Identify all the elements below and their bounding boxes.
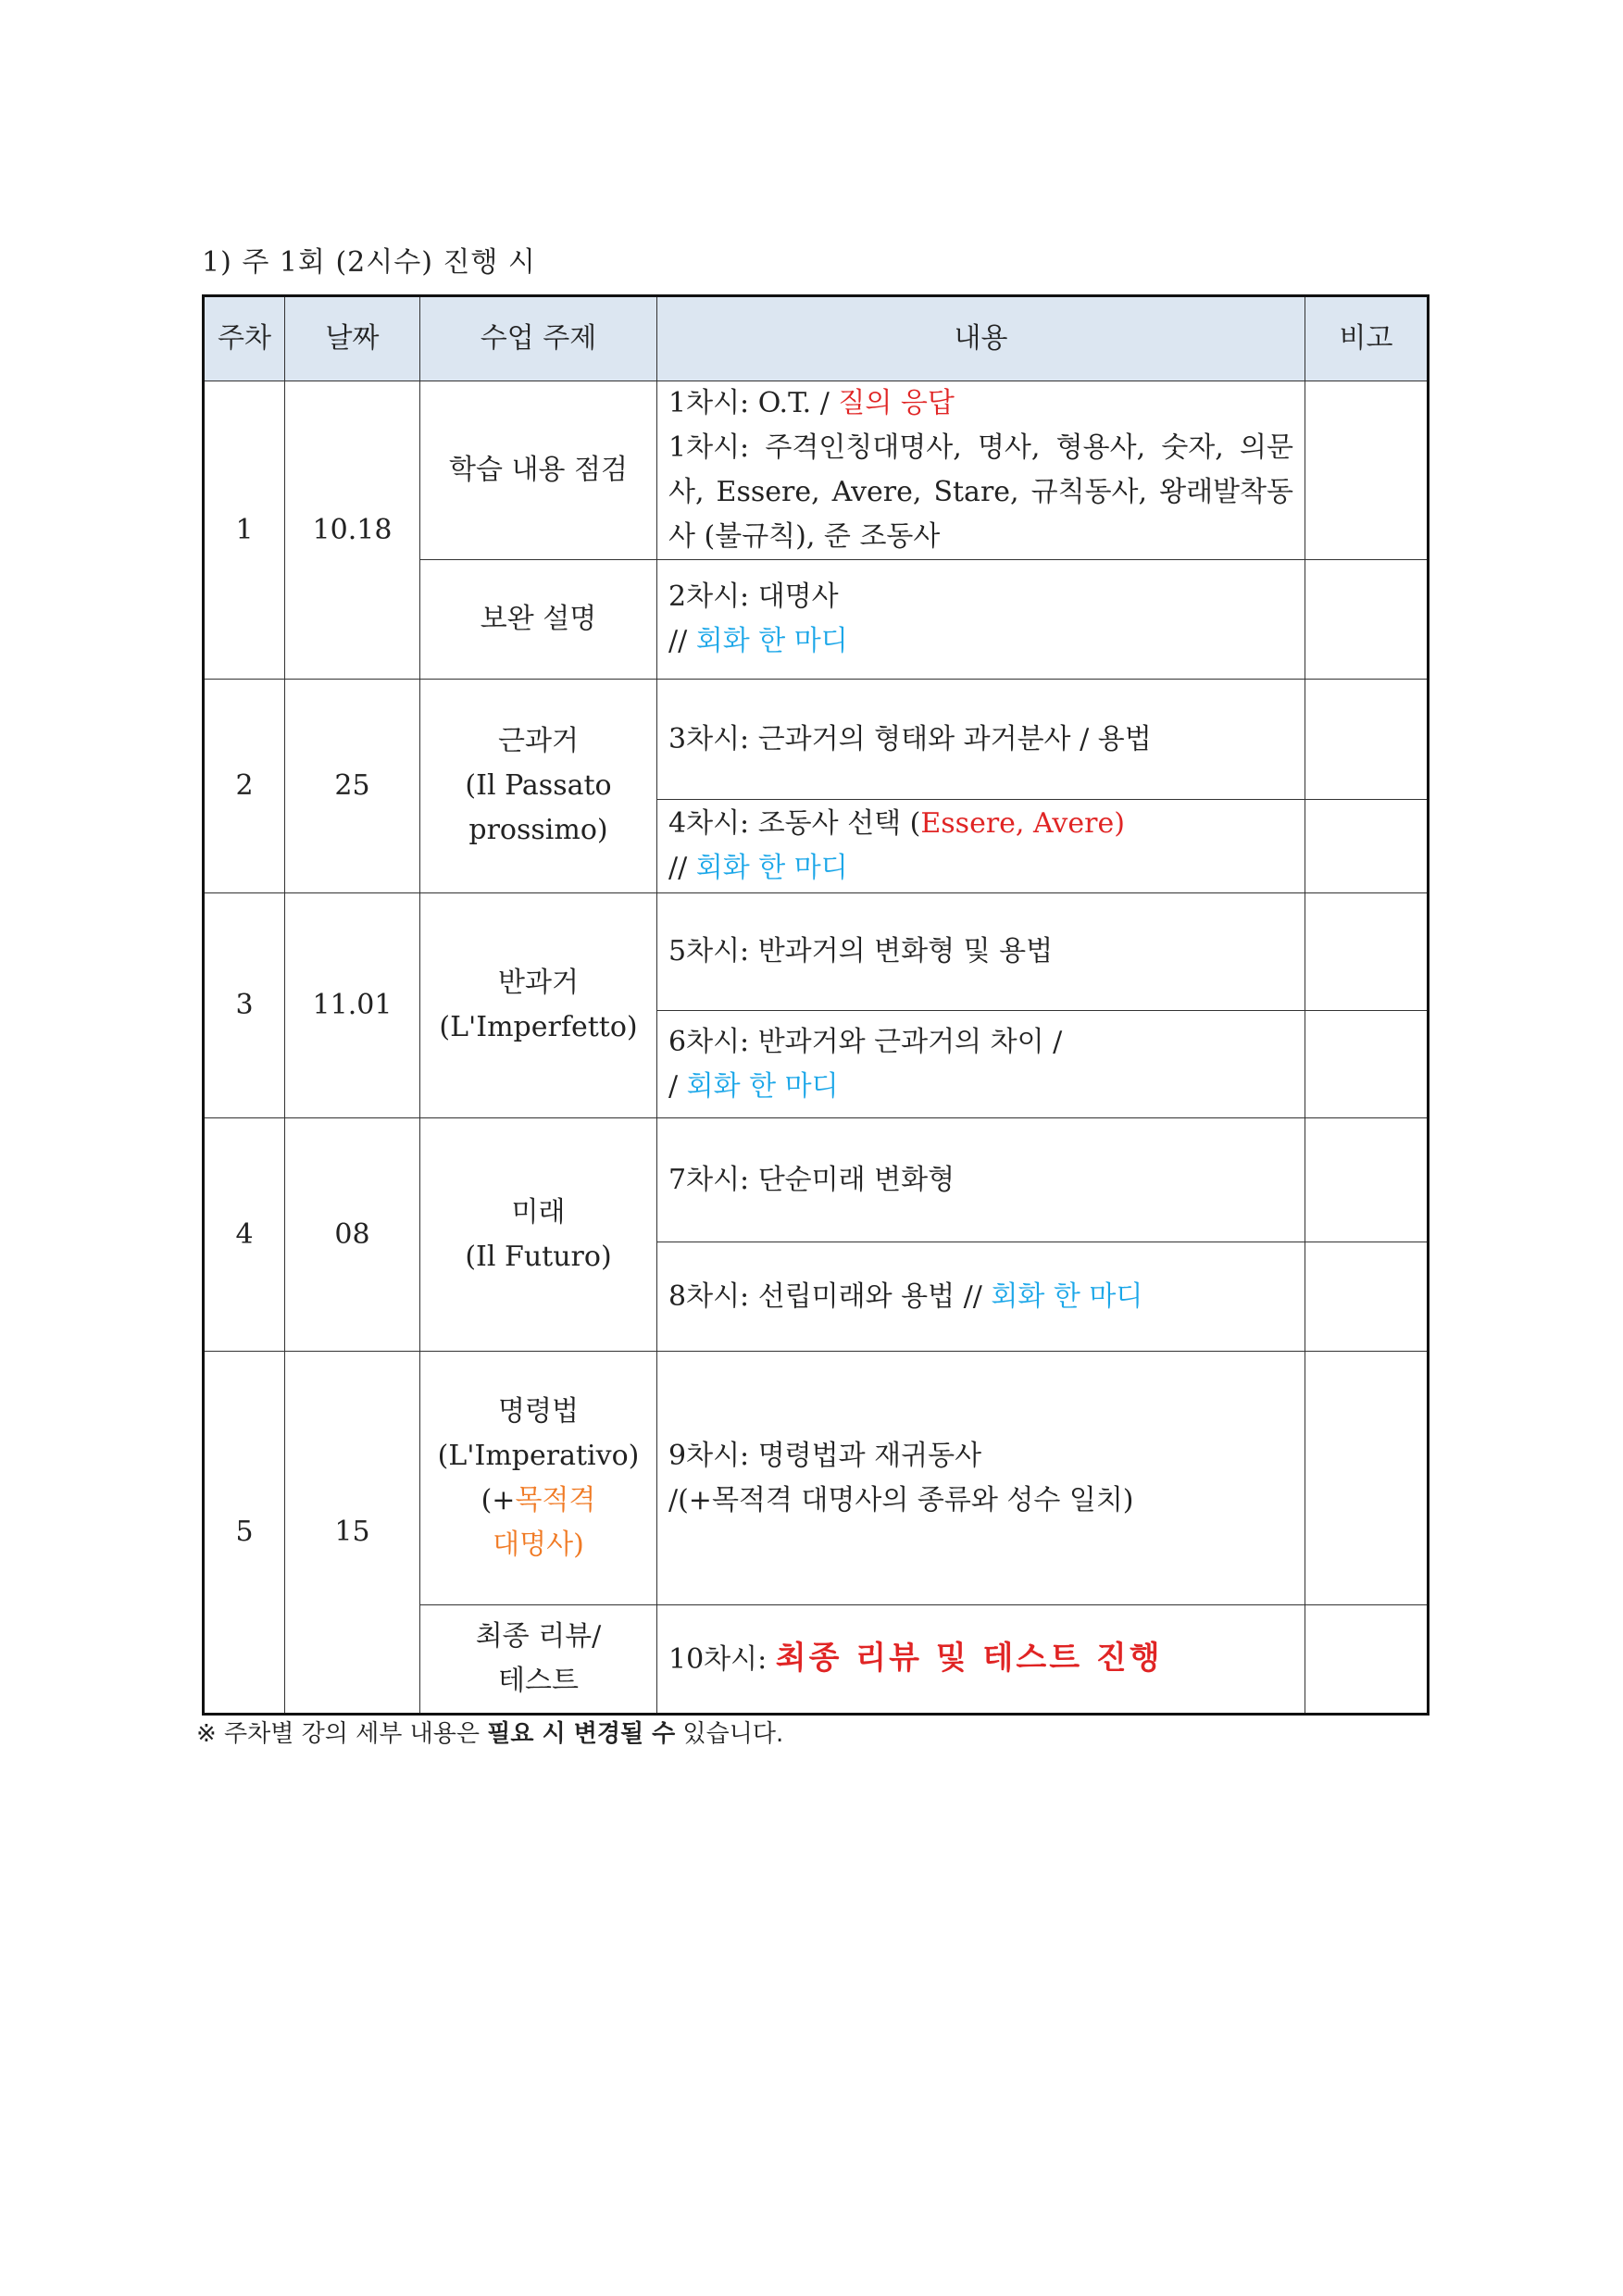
table-row (204, 1352, 1429, 1605)
content-line: 1차시: 주격인칭대명사, 명사, 형용사, 숫자, 의문사, Essere, Avere, Stare, 규칙동사, 왕래발착동사 (불규칙), 준 조동사 (668, 431, 1293, 553)
header-topic: 수업 주제 (420, 296, 657, 381)
note-cell (1305, 560, 1429, 680)
content-line: // 회화 한 마디 (668, 852, 848, 884)
content-line: / 회화 한 마디 (668, 1069, 839, 1103)
topic-cell: 미래 (Il Futuro) (420, 1118, 657, 1352)
table-row (204, 381, 1429, 560)
week-cell: 2 (204, 680, 285, 893)
content-line: /(+목적격 대명사의 종류와 성수 일치) (668, 1483, 1134, 1516)
content-cell (657, 1011, 1305, 1118)
note-cell (1305, 680, 1429, 800)
content-cell (657, 381, 1305, 560)
content-line: 4차시: 조동사 선택 (Essere, Avere) (668, 807, 1125, 840)
topic-cell: 근과거 (Il Passato prossimo) (420, 680, 657, 893)
date-cell: 10.18 (285, 381, 420, 680)
topic-cell: 최종 리뷰/ 테스트 (420, 1605, 657, 1715)
date-cell: 11.01 (285, 893, 420, 1118)
content-cell (657, 560, 1305, 680)
content-cell: 7차시: 단순미래 변화형 (657, 1118, 1305, 1242)
header-week: 주차 (204, 296, 285, 381)
week-cell: 5 (204, 1352, 285, 1715)
content-cell: 3차시: 근과거의 형태와 과거분사 / 용법 (657, 680, 1305, 800)
table-row (204, 893, 1429, 1011)
topic-cell: 명령법 (L'Imperativo) (+목적격 대명사) (420, 1352, 657, 1605)
content-line: 2차시: 대명사 (668, 580, 839, 613)
week-cell: 3 (204, 893, 285, 1118)
note-cell (1305, 893, 1429, 1011)
note-cell (1305, 1352, 1429, 1605)
note-cell (1305, 800, 1429, 893)
content-cell: 10차시: 최종 리뷰 및 테스트 진행 (657, 1605, 1305, 1715)
schedule-table (202, 294, 1429, 1716)
header-content: 내용 (657, 296, 1305, 381)
note-cell (1305, 1605, 1429, 1715)
section-heading: 1) 주 1회 (2시수) 진행 시 (202, 246, 536, 279)
note-cell (1305, 1242, 1429, 1352)
table-row (204, 1118, 1429, 1242)
date-cell: 15 (285, 1352, 420, 1715)
header-row (204, 296, 1429, 381)
content-cell (657, 800, 1305, 893)
note-cell (1305, 1118, 1429, 1242)
note-cell (1305, 1011, 1429, 1118)
date-cell: 08 (285, 1118, 420, 1352)
topic-cell: 반과거 (L'Imperfetto) (420, 893, 657, 1118)
content-line: // 회화 한 마디 (668, 625, 848, 657)
header-date: 날짜 (285, 296, 420, 381)
header-note: 비고 (1305, 296, 1429, 381)
date-cell: 25 (285, 680, 420, 893)
content-line: 6차시: 반과거와 근과거의 차이 / (668, 1025, 1063, 1058)
content-cell: 5차시: 반과거의 변화형 및 용법 (657, 893, 1305, 1011)
content-line: 1차시: O.T. / 질의 응답 (668, 387, 955, 419)
content-cell: 8차시: 선립미래와 용법 // 회화 한 마디 (657, 1242, 1305, 1352)
footnote: ※ 주차별 강의 세부 내용은 필요 시 변경될 수 있습니다. (196, 1720, 784, 1748)
content-line: 9차시: 명령법과 재귀동사 (668, 1439, 982, 1472)
week-cell: 4 (204, 1118, 285, 1352)
note-cell (1305, 381, 1429, 560)
content-cell (657, 1352, 1305, 1605)
topic-cell: 학습 내용 점검 (420, 381, 657, 560)
week-cell: 1 (204, 381, 285, 680)
topic-cell: 보완 설명 (420, 560, 657, 680)
table-row (204, 680, 1429, 800)
